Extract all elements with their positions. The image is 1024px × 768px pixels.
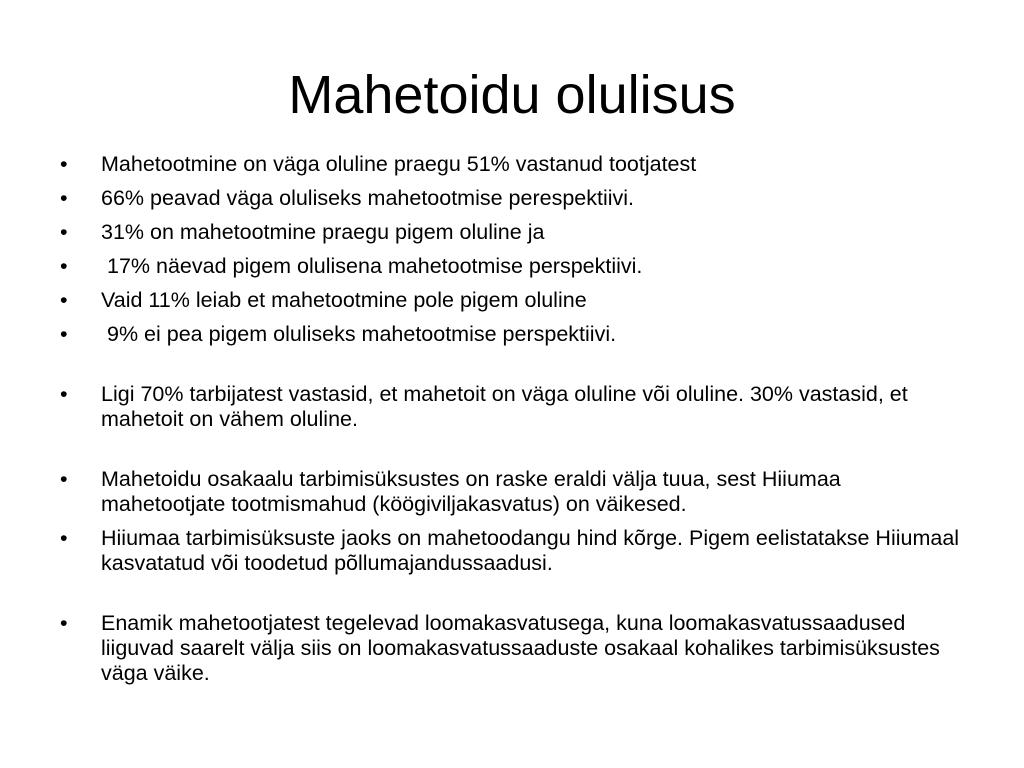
bullet-item	[60, 467, 960, 517]
bullet-item	[60, 220, 960, 245]
bullet-text: Hiiumaa tarbimisüksuste jaoks on mahetoodangu hind kõrge. Pigem eelistatakse Hiiumaal kasvatatud või toodetud põllumajandussaadusi.	[101, 526, 966, 575]
bullet-icon: •	[60, 152, 68, 176]
bullet-item	[60, 254, 960, 279]
bullet-text: Enamik mahetootjatest tegelevad loomakasvatusega, kuna loomakasvatussaadused liiguvad saarelt välja siis on loomakasvatussaaduste osakaal kohalikes tarbimisüksustes väga väike.	[101, 611, 946, 685]
bullet-text: Mahetoidu osakaalu tarbimisüksustes on raske eraldi välja tuua, sest Hiiumaa mahetootjate tootmismahud (köögiviljakasvatus) on väikesed.	[101, 467, 847, 516]
bullet-text: 9% ei pea pigem oluliseks mahetootmise perspektiivi.	[101, 322, 617, 346]
bullet-text: Vaid 11% leiab et mahetootmine pole pigem oluline	[101, 288, 587, 312]
bullet-text: 31% on mahetootmine praegu pigem oluline ja	[101, 220, 545, 244]
bullet-text: 66% peavad väga oluliseks mahetootmise perespektiivi.	[101, 186, 635, 210]
bullet-item	[60, 526, 966, 576]
bullet-icon: •	[60, 220, 68, 244]
bullet-icon: •	[60, 186, 68, 210]
bullet-item	[60, 288, 960, 313]
bullet-icon: •	[60, 467, 68, 491]
bullet-icon: •	[60, 526, 68, 550]
bullet-item	[60, 611, 960, 686]
bullet-item	[60, 152, 960, 177]
bullet-icon: •	[60, 288, 68, 312]
bullet-text: 17% näevad pigem olulisena mahetootmise perspektiivi.	[101, 254, 643, 278]
bullet-list	[60, 152, 966, 695]
bullet-item	[60, 382, 960, 432]
bullet-icon: •	[60, 254, 68, 278]
bullet-icon: •	[60, 382, 68, 406]
bullet-item	[60, 186, 960, 211]
bullet-item	[60, 322, 960, 347]
bullet-text: Mahetootmine on väga oluline praegu 51% vastanud tootjatest	[101, 152, 697, 176]
bullet-icon: •	[60, 322, 68, 346]
bullet-text: Ligi 70% tarbijatest vastasid, et mahetoit on väga oluline või oluline. 30% vastasid, et mahetoit on vähem oluline.	[101, 382, 914, 431]
slide-title: Mahetoidu olulisus	[288, 65, 736, 125]
bullet-icon: •	[60, 611, 68, 635]
